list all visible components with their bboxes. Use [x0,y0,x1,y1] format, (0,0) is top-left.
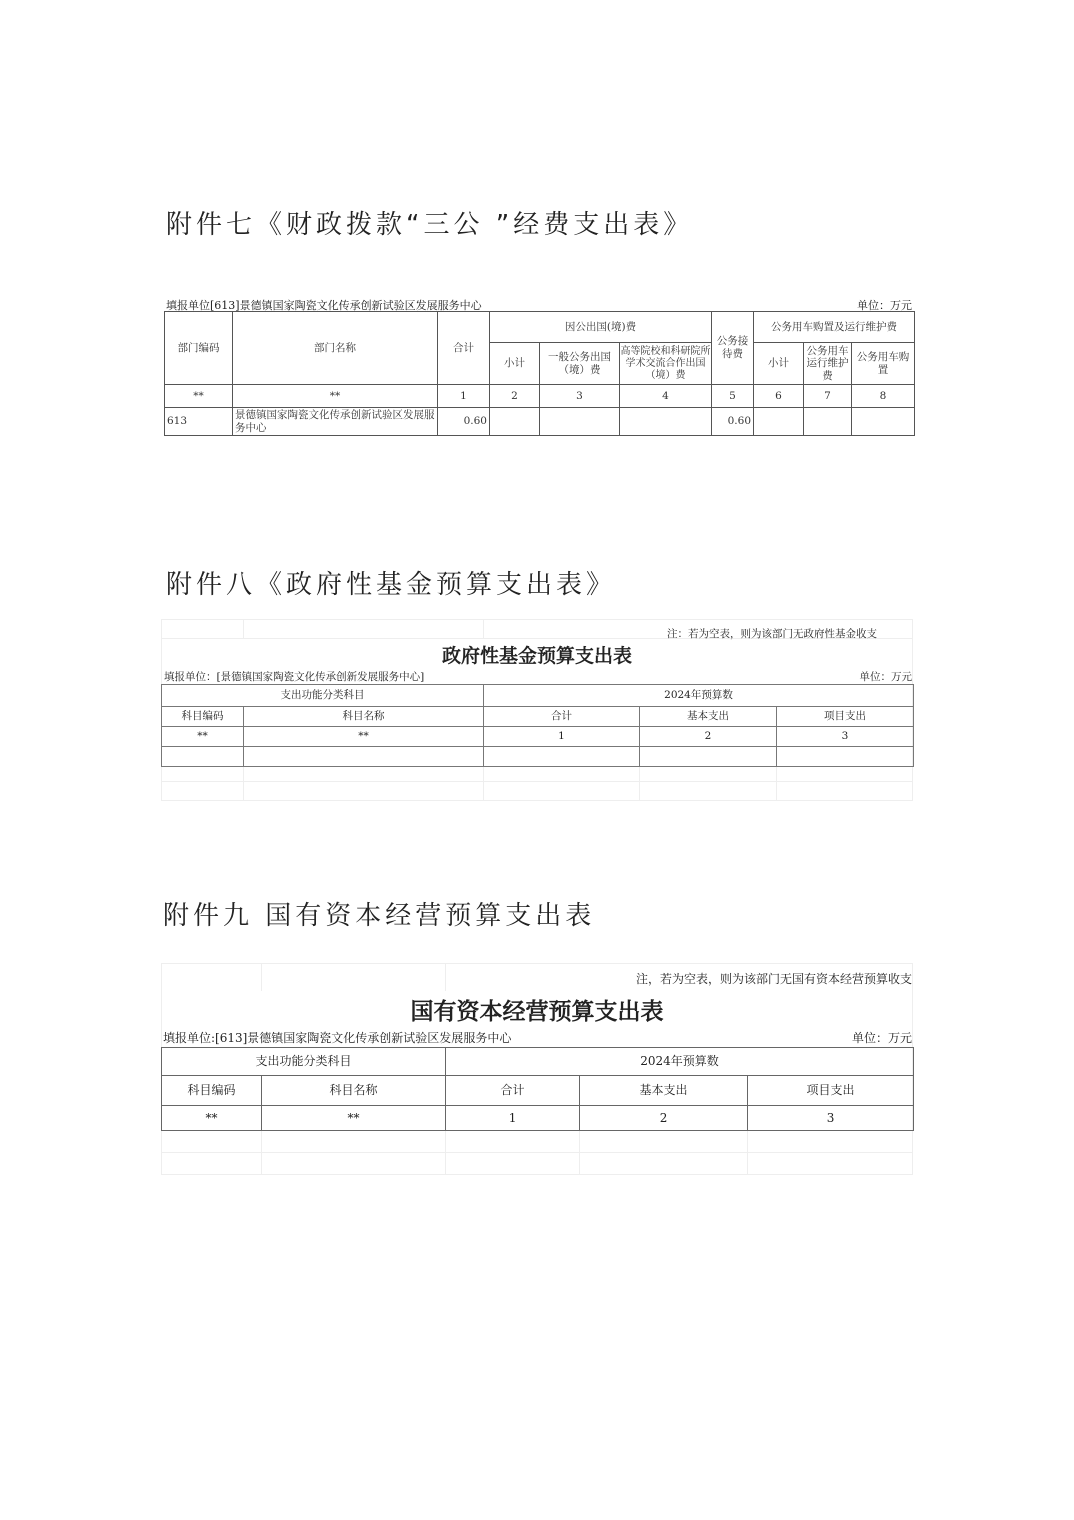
grid-line [579,1130,580,1175]
table-row [165,408,915,436]
header-vehicle-purchase: 公务用车购置 [852,343,915,385]
grid-line [483,763,484,801]
header-name: 科目名称 [262,1076,446,1106]
header-reception: 公务接待费 [712,312,754,385]
empty-cell [754,408,804,436]
header-vehicle-group: 公务用车购置及运行维护费 [754,312,915,343]
header-basic: 基本支出 [580,1076,748,1106]
index-cell: 8 [852,385,915,408]
grid-line [639,763,640,801]
section7-heading: 附件七《财政拨款“三公 ”经费支出表》 [166,210,694,240]
index-cell: ** [244,727,484,747]
index-cell: ** [165,385,233,408]
index-cell: 6 [754,385,804,408]
index-row [162,1106,914,1131]
header-group-right: 2024年预算数 [484,685,914,707]
header-basic: 基本支出 [640,707,777,727]
section8-heading: 附件八《政府性基金预算支出表》 [166,570,617,600]
empty-cell [777,747,914,767]
empty-cell [484,747,640,767]
index-cell: ** [162,727,244,747]
empty-cell [852,408,915,436]
header-vehicle-subtotal: 小计 [754,343,804,385]
empty-cell [640,747,777,767]
section9-title: 国有资本经营预算支出表 [410,998,664,1025]
dept-name-cell: 景德镇国家陶瓷文化传承创新试验区发展服务中心 [233,408,438,436]
index-row [165,385,915,408]
header-abroad-general: 一般公务出国（境）费 [540,343,620,385]
header-dept-name: 部门名称 [233,312,438,385]
grid-line [776,763,777,801]
index-cell: ** [262,1106,446,1131]
index-cell: 4 [620,385,712,408]
index-cell: ** [233,385,438,408]
header-total: 合计 [438,312,490,385]
header-abroad-subtotal: 小计 [490,343,540,385]
grid-line [161,800,913,801]
grid-line [483,619,484,639]
index-cell: 1 [438,385,490,408]
empty-cell [620,408,712,436]
reception-cell: 0.60 [712,408,754,436]
header-group-right: 2024年预算数 [446,1048,914,1076]
empty-cell [162,747,244,767]
section9-unit: 单位：万元 [851,1031,912,1045]
empty-cell [540,408,620,436]
header-total: 合计 [484,707,640,727]
header-total: 合计 [446,1076,580,1106]
index-cell: 2 [640,727,777,747]
grid-line [161,1152,913,1153]
index-cell: 5 [712,385,754,408]
section8-title: 政府性基金预算支出表 [441,645,632,667]
grid-line [747,1130,748,1175]
grid-line [161,1174,913,1175]
grid-line [243,763,244,801]
grid-line [243,619,244,639]
empty-cell [804,408,852,436]
empty-cell [490,408,540,436]
index-cell: 3 [540,385,620,408]
header-group-left: 支出功能分类科目 [162,1048,446,1076]
total-cell: 0.60 [438,408,490,436]
grid-line [161,781,913,782]
grid-line [161,619,913,620]
dept-code-cell: 613 [165,408,233,436]
section7-filler: 填报单位[613]景德镇国家陶瓷文化传承创新试验区发展服务中心 [166,299,482,312]
header-code: 科目编码 [162,1076,262,1106]
grid-line [445,1130,446,1175]
index-cell: ** [162,1106,262,1131]
section7-table [164,311,915,436]
section7-unit: 单位：万元 [857,299,912,312]
section9-heading: 附件九 国有资本经营预算支出表 [163,901,596,931]
header-vehicle-operation: 公务用车运行维护费 [804,343,852,385]
index-cell: 7 [804,385,852,408]
section8-filler: 填报单位：[景德镇国家陶瓷文化传承创新发展服务中心] [164,671,425,683]
grid-line [261,963,262,991]
index-row [162,727,914,747]
table-row [162,747,914,767]
section9-note: 注，若为空表，则为该部门无国有资本经营预算收支 [635,972,912,986]
grid-line [261,1130,262,1175]
index-cell: 1 [484,727,640,747]
header-project: 项目支出 [748,1076,914,1106]
header-code: 科目编码 [162,707,244,727]
header-dept-code: 部门编码 [165,312,233,385]
header-abroad-group: 因公出国(境)费 [490,312,712,343]
header-name: 科目名称 [244,707,484,727]
section9-filler: 填报单位:[613]景德镇国家陶瓷文化传承创新试验区发展服务中心 [163,1031,512,1045]
header-group-left: 支出功能分类科目 [162,685,484,707]
section8-note: 注：若为空表，则为该部门无政府性基金收支 [667,628,877,640]
index-cell: 2 [490,385,540,408]
empty-cell [244,747,484,767]
index-cell: 2 [580,1106,748,1131]
header-project: 项目支出 [777,707,914,727]
grid-line [161,963,913,964]
index-cell: 3 [777,727,914,747]
section8-unit: 单位：万元 [859,671,912,683]
section8-table [161,684,914,767]
header-abroad-academic: 高等院校和科研院所学术交流合作出国（境）费 [620,343,712,385]
section9-table [161,1047,914,1131]
index-cell: 1 [446,1106,580,1131]
index-cell: 3 [748,1106,914,1131]
grid-line [445,963,446,991]
